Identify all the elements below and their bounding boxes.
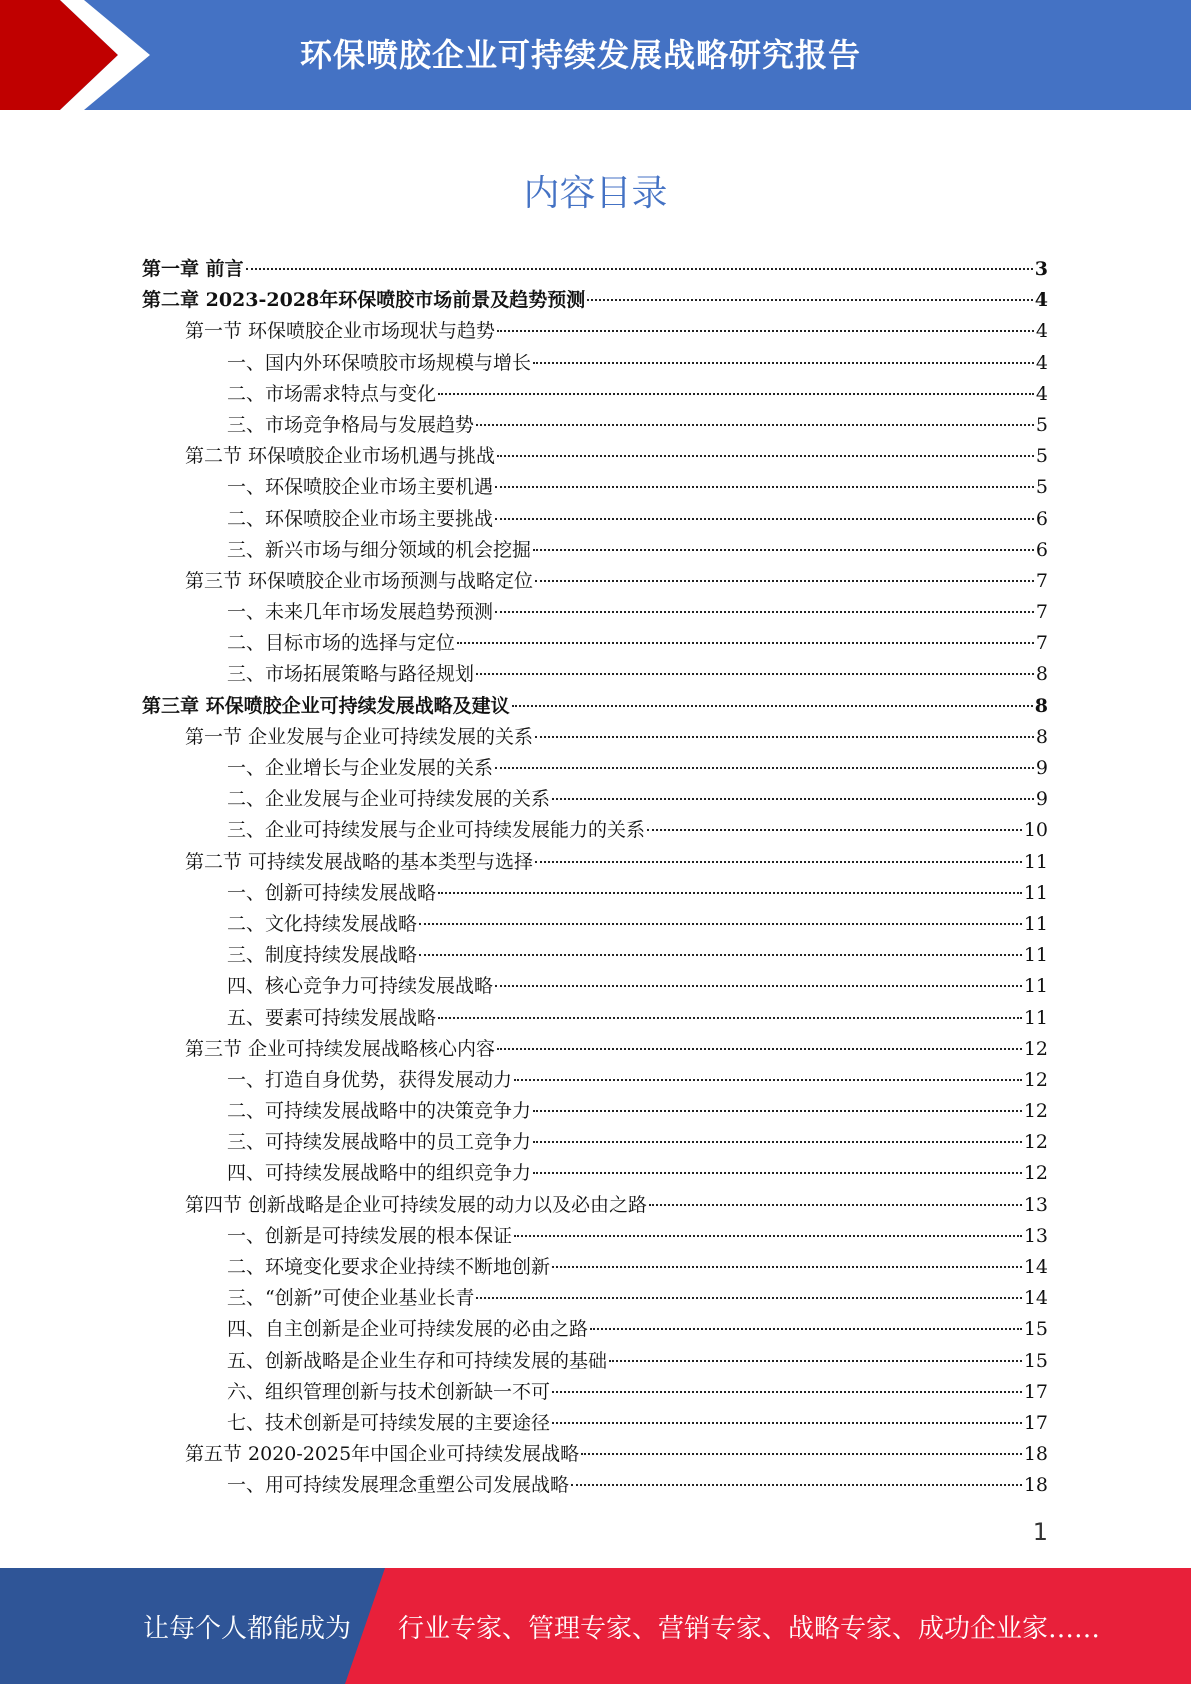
toc-leader-dots [581,1452,1022,1455]
toc-page-number: 13 [1023,1224,1048,1247]
toc-leader-dots [497,454,1034,457]
toc-entry-title: 第三章 环保喷胶企业可持续发展战略及建议 [142,694,510,717]
footer-banner [0,1568,1191,1684]
toc-entry[interactable] [142,535,1048,566]
toc-leader-dots [476,423,1034,426]
toc-entry[interactable] [142,1314,1048,1345]
toc-entry-title: 三、企业可持续发展与企业可持续发展能力的关系 [227,819,646,842]
toc-entry-title: 三、市场竞争格局与发展趋势 [227,413,475,436]
toc-entry-title: 三、新兴市场与细分领域的机会挖掘 [227,538,532,561]
toc-entry[interactable] [142,566,1048,597]
toc-page-number: 12 [1023,1162,1048,1185]
toc-page-number: 15 [1023,1318,1048,1341]
toc-leader-dots [438,392,1034,395]
toc-entry-title: 第三节 环保喷胶企业市场预测与战略定位 [185,569,534,592]
toc-entry-title: 第一章 前言 [142,258,244,280]
toc-leader-dots [533,548,1034,551]
toc-leader-dots [590,1327,1022,1330]
toc-leader-dots [535,860,1022,863]
toc-page-number: 7 [1035,569,1048,592]
toc-entry-title: 四、自主创新是企业可持续发展的必由之路 [227,1318,589,1341]
toc-leader-dots [438,1016,1022,1019]
toc-leader-dots [552,1265,1022,1268]
toc-entry[interactable] [142,504,1048,535]
toc-entry[interactable] [142,1034,1048,1065]
toc-entry[interactable] [142,1408,1048,1439]
toc-entry-title: 第五节 2020-2025年中国企业可持续发展战略 [185,1443,580,1466]
page-number: 1 [1032,1518,1048,1546]
toc-leader-dots [497,1047,1022,1050]
header-banner [0,0,1191,110]
toc-leader-dots [495,485,1034,488]
toc-entry[interactable] [142,1065,1048,1096]
toc-page-number: 12 [1023,1100,1048,1123]
toc-entry[interactable] [142,847,1048,878]
toc-leader-dots [609,1359,1022,1362]
toc-page-number: 17 [1023,1411,1048,1434]
toc-entry[interactable] [142,285,1048,316]
toc-page-number: 3 [1034,258,1048,280]
toc-entry[interactable] [142,753,1048,784]
toc-entry[interactable] [142,254,1048,285]
toc-entry-title: 第一节 环保喷胶企业市场现状与趋势 [185,320,496,343]
toc-leader-dots [514,1234,1022,1237]
toc-entry[interactable] [142,472,1048,503]
toc-entry-title: 三、“创新”可使企业基业长青 [227,1287,475,1310]
toc-leader-dots [533,361,1034,364]
toc-page-number: 8 [1034,694,1048,717]
toc-entry[interactable] [142,1127,1048,1158]
toc-entry-title: 第二节 环保喷胶企业市场机遇与挑战 [185,445,496,468]
toc-entry[interactable] [142,659,1048,690]
toc-entry[interactable] [142,628,1048,659]
toc-leader-dots [647,828,1022,831]
toc-entry[interactable] [142,597,1048,628]
toc-entry[interactable] [142,441,1048,472]
toc-leader-dots [495,766,1034,769]
toc-entry-title: 二、环保喷胶企业市场主要挑战 [227,507,494,530]
toc-page-number: 10 [1023,819,1048,842]
toc-entry[interactable] [142,1096,1048,1127]
toc-leader-dots [495,610,1034,613]
toc-page-number: 11 [1023,850,1048,873]
toc-leader-dots [512,704,1033,707]
toc-page-number: 13 [1023,1193,1048,1216]
toc-page-number: 12 [1023,1131,1048,1154]
toc-entry-title: 一、环保喷胶企业市场主要机遇 [227,476,494,499]
toc-leader-dots [552,797,1034,800]
toc-page-number: 8 [1035,725,1048,748]
toc-entry[interactable] [142,410,1048,441]
table-of-contents [142,254,1048,1502]
report-title: 环保喷胶企业可持续发展战略研究报告 [300,36,862,74]
toc-entry[interactable] [142,1221,1048,1252]
toc-entry[interactable] [142,1190,1048,1221]
toc-entry-title: 一、企业增长与企业发展的关系 [227,757,494,779]
toc-leader-dots [497,329,1034,332]
toc-entry[interactable] [142,691,1048,722]
toc-page-number: 7 [1035,632,1048,655]
toc-entry-title: 四、可持续发展战略中的组织竞争力 [227,1162,532,1185]
toc-entry[interactable] [142,722,1048,753]
toc-entry-title: 一、未来几年市场发展趋势预测 [227,601,494,624]
toc-leader-dots [457,641,1034,644]
toc-page-number: 12 [1023,1037,1048,1060]
toc-entry[interactable] [142,815,1048,846]
toc-page-number: 14 [1023,1287,1048,1310]
toc-entry[interactable] [142,316,1048,347]
toc-entry[interactable] [142,909,1048,940]
toc-page-number: 9 [1035,757,1048,779]
toc-page-number: 11 [1023,944,1048,967]
toc-leader-dots [587,298,1033,301]
toc-page-number: 6 [1035,538,1048,561]
toc-page-number: 12 [1023,1068,1048,1091]
toc-page-number: 4 [1034,289,1048,312]
toc-leader-dots [476,672,1034,675]
toc-leader-dots [552,1390,1022,1393]
toc-entry-title: 五、创新战略是企业生存和可持续发展的基础 [227,1349,608,1372]
toc-leader-dots [495,984,1022,987]
toc-leader-dots [535,735,1034,738]
toc-title: 内容目录 [523,173,668,214]
toc-entry-title: 第二节 可持续发展战略的基本类型与选择 [185,850,534,873]
toc-leader-dots [533,1109,1022,1112]
toc-page-number: 8 [1035,663,1048,686]
toc-entry-title: 二、可持续发展战略中的决策竞争力 [227,1100,532,1123]
toc-entry-title: 二、目标市场的选择与定位 [227,632,456,655]
toc-entry[interactable] [142,379,1048,410]
toc-entry-title: 第二章 2023-2028年环保喷胶市场前景及趋势预测 [142,289,586,312]
toc-page-number: 7 [1035,601,1048,624]
toc-entry[interactable] [142,878,1048,909]
toc-entry-title: 三、市场拓展策略与路径规划 [227,663,475,686]
toc-entry-title: 五、要素可持续发展战略 [227,1006,437,1029]
toc-entry-title: 一、国内外环保喷胶市场规模与增长 [227,351,532,374]
toc-entry[interactable] [142,1470,1048,1501]
toc-entry[interactable] [142,1003,1048,1034]
toc-leader-dots [535,579,1034,582]
toc-page-number: 14 [1023,1256,1048,1278]
toc-page-number: 4 [1035,320,1048,343]
toc-entry-title: 二、市场需求特点与变化 [227,382,437,405]
toc-entry-title: 二、环境变化要求企业持续不断地创新 [227,1256,551,1278]
toc-page-number: 15 [1023,1349,1048,1372]
toc-leader-dots [649,1203,1022,1206]
toc-page-number: 11 [1023,975,1048,998]
toc-entry-title: 三、可持续发展战略中的员工竞争力 [227,1131,532,1154]
toc-page-number: 17 [1023,1380,1048,1403]
toc-entry[interactable] [142,1439,1048,1470]
toc-entry-title: 四、核心竞争力可持续发展战略 [227,975,494,998]
footer-slogan-right: 行业专家、管理专家、营销专家、战略专家、成功企业家…… [398,1614,1101,1644]
toc-entry[interactable] [142,1283,1048,1314]
toc-entry[interactable] [142,1252,1048,1283]
toc-leader-dots [533,1171,1022,1174]
toc-entry-title: 二、企业发展与企业可持续发展的关系 [227,788,551,811]
toc-entry[interactable] [142,1158,1048,1189]
toc-entry-title: 第一节 企业发展与企业可持续发展的关系 [185,725,534,748]
toc-leader-dots [514,1078,1022,1081]
toc-page-number: 4 [1035,351,1048,374]
toc-entry[interactable] [142,1377,1048,1408]
toc-entry[interactable] [142,971,1048,1002]
toc-entry[interactable] [142,940,1048,971]
toc-entry-title: 七、技术创新是可持续发展的主要途径 [227,1411,551,1434]
toc-entry-title: 三、制度持续发展战略 [227,944,418,967]
toc-page-number: 5 [1035,445,1048,468]
toc-leader-dots [476,1296,1021,1299]
toc-entry-title: 二、文化持续发展战略 [227,912,418,935]
toc-entry-title: 第四节 创新战略是企业可持续发展的动力以及必由之路 [185,1193,648,1216]
toc-leader-dots [419,953,1022,956]
toc-entry-title: 一、创新可持续发展战略 [227,881,437,904]
toc-entry[interactable] [142,1346,1048,1377]
toc-page-number: 6 [1035,507,1048,530]
toc-page-number: 18 [1023,1474,1048,1497]
toc-page-number: 5 [1035,476,1048,499]
toc-leader-dots [419,922,1022,925]
toc-page-number: 11 [1023,912,1048,935]
toc-entry[interactable] [142,784,1048,815]
toc-leader-dots [533,1140,1022,1143]
toc-leader-dots [246,267,1033,270]
toc-entry-title: 六、组织管理创新与技术创新缺一不可 [227,1380,551,1403]
toc-page-number: 11 [1023,881,1048,904]
toc-entry-title: 一、用可持续发展理念重塑公司发展战略 [227,1474,570,1497]
toc-entry[interactable] [142,348,1048,379]
toc-entry-title: 一、创新是可持续发展的根本保证 [227,1224,513,1247]
toc-page-number: 4 [1035,382,1048,405]
toc-page-number: 11 [1023,1006,1048,1029]
toc-page-number: 5 [1035,413,1048,436]
toc-leader-dots [571,1483,1022,1486]
toc-leader-dots [438,891,1022,894]
toc-page-number: 18 [1023,1443,1048,1466]
toc-leader-dots [552,1421,1022,1424]
toc-leader-dots [495,517,1034,520]
toc-entry-title: 一、打造自身优势，获得发展动力 [227,1068,513,1091]
toc-entry-title: 第三节 企业可持续发展战略核心内容 [185,1037,496,1060]
toc-page-number: 9 [1035,788,1048,811]
footer-slogan-left: 让每个人都能成为 [143,1614,352,1644]
